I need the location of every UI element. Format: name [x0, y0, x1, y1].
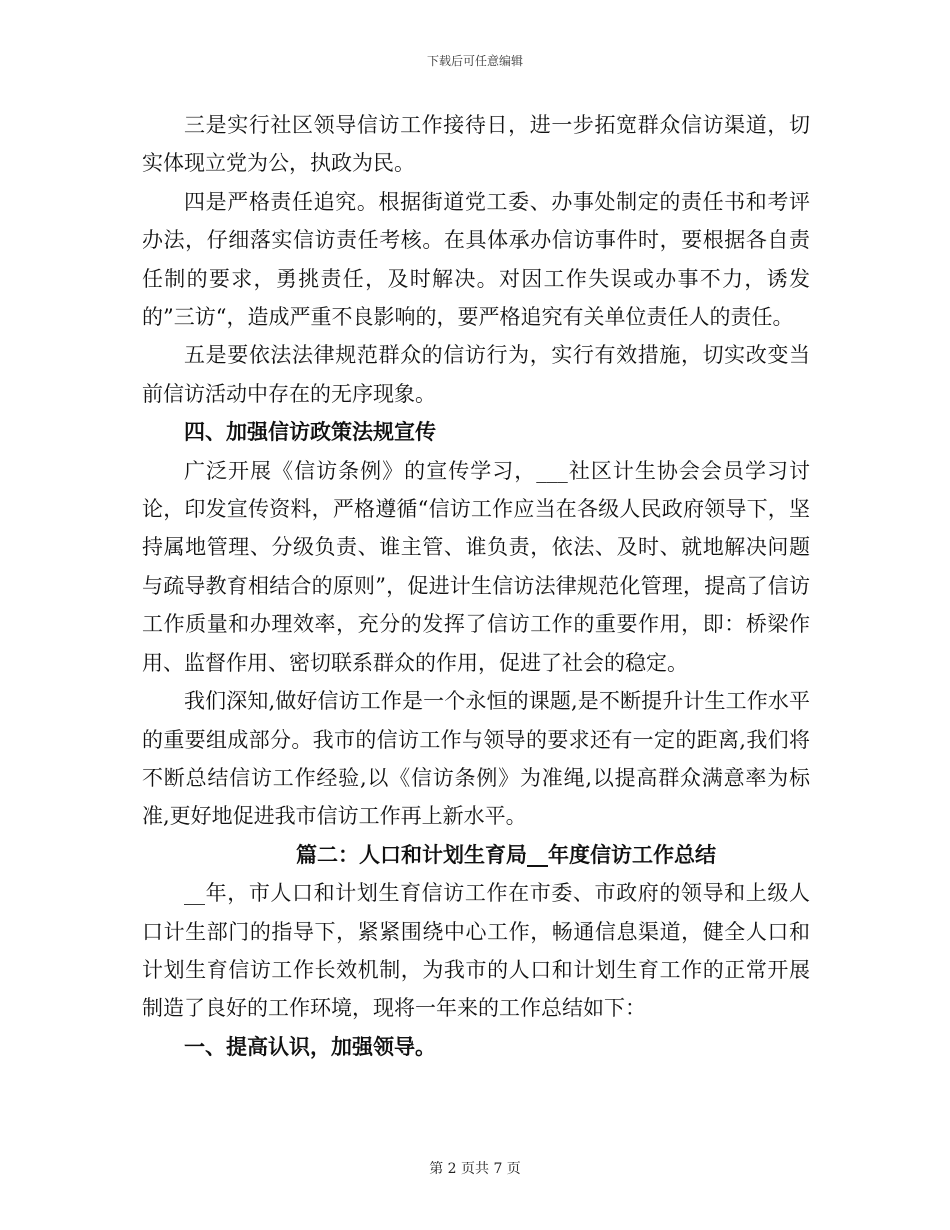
section-heading-4: 四、加强信访政策法规宣传	[184, 420, 436, 445]
paragraph-item-5: 五是要依法法律规范群众的信访行为，实行有效措施，切实改变当前信访活动中存在的无序现象。	[142, 343, 810, 406]
article-title: 篇二：人口和计划生育局__年度信访工作总结	[296, 842, 716, 867]
page-header: 下载后可任意编辑	[426, 54, 523, 68]
paragraph-publicity: 广泛开展《信访条例》的宣传学习，___社区计生协会会员学习讨论，印发宣传资料，严格遵循“信访工作应当在各级人民政府领导下，坚持属地管理、分级负责、谁主管、谁负责，依法、及时、就地解决问题与疏导教育相结合的原则”，促进计生信访法律规范化管理，提高了信访工作质量和办理效率，充分的发挥了信访工作的重要作用，即：桥梁作用、监督作用、密切联系群众的作用，促进了社会的稳定。	[142, 458, 810, 675]
paragraph-item-4: 四是严格责任追究。根据街道党工委、办事处制定的责任书和考评办法，仔细落实信访责任考核。在具体承办信访事件时，要根据各自责任制的要求，勇挑责任，及时解决。对因工作失误或办事不力，诱发的”三访“，造成严重不良影响的，要严格追究有关单位责任人的责任。	[142, 189, 810, 330]
page-footer: 第 2 页共 7 页	[429, 1161, 521, 1177]
document-body	[142, 106, 810, 1066]
paragraph-conclusion: 我们深知,做好信访工作是一个永恒的课题,是不断提升计生工作水平的重要组成部分。我市的信访工作与领导的要求还有一定的距离,我们将不断总结信访工作经验,以《信访条例》为准绳,以提高群众满意率为标准,更好地促进我市信访工作再上新水平。	[142, 689, 810, 829]
section-heading-1: 一、提高认识，加强领导。	[184, 1034, 436, 1059]
paragraph-intro: __年，市人口和计划生育信访工作在市委、市政府的领导和上级人口计生部门的指导下，紧紧围绕中心工作，畅通信息渠道，健全人口和计划生育信访工作长效机制，为我市的人口和计划生育工作的正常开展制造了良好的工作环境，现将一年来的工作总结如下：	[142, 881, 810, 1021]
paragraph-item-3: 三是实行社区领导信访工作接待日，进一步拓宽群众信访渠道，切实体现立党为公，执政为民。	[142, 113, 810, 176]
